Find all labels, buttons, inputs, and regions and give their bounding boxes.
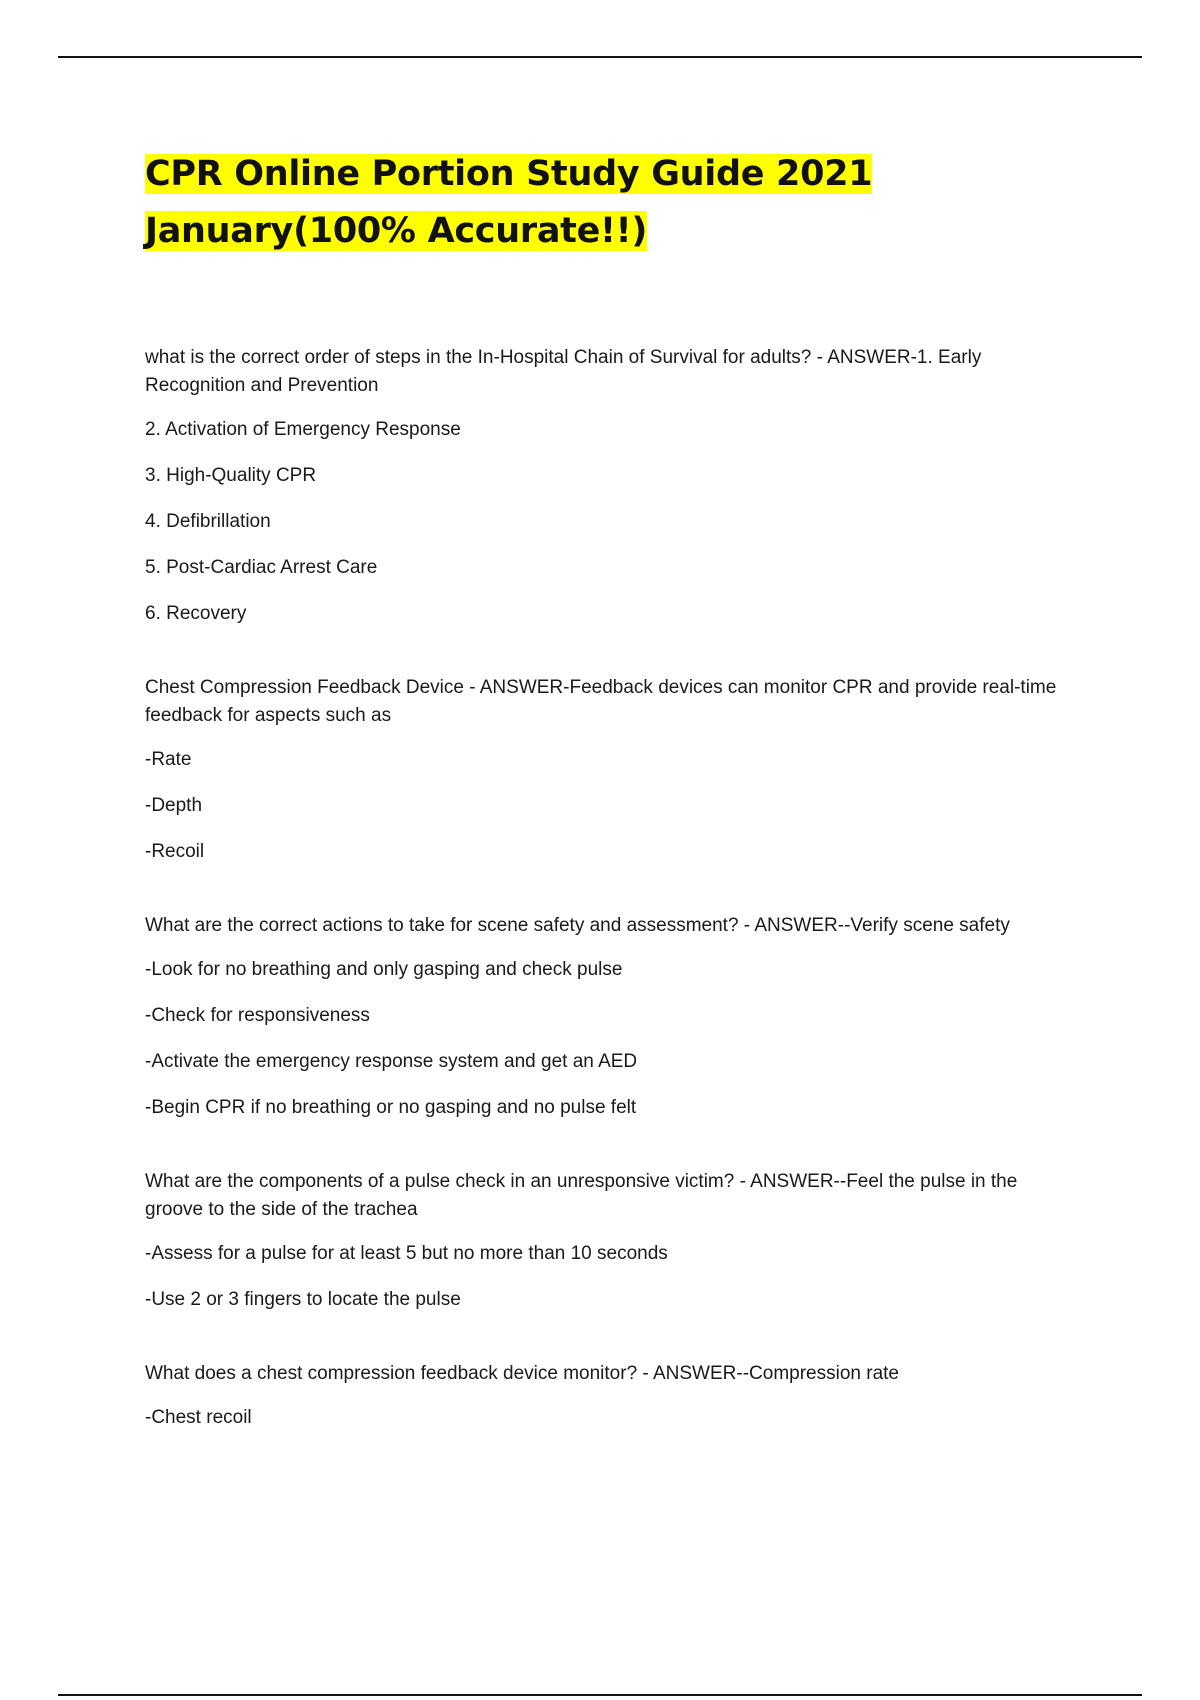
qa-answer-line: -Begin CPR if no breathing or no gasping and no pulse felt — [145, 1097, 637, 1118]
qa-answer-line: 5. Post-Cardiac Arrest Care — [145, 557, 378, 578]
document-title — [145, 146, 1065, 260]
qa-answer-line: 6. Recovery — [145, 603, 247, 624]
qa-answer-line: -Activate the emergency response system and get an AED — [145, 1051, 638, 1072]
top-rule — [58, 56, 1142, 58]
qa-question: Chest Compression Feedback Device - ANSWER-Feedback devices can monitor CPR and provide real-time feedback for aspects such as — [145, 677, 1057, 726]
qa-question: What does a chest compression feedback device monitor? - ANSWER--Compression rate — [145, 1363, 899, 1384]
qa-answer-line: -Recoil — [145, 841, 205, 862]
title-line-2: January(100% Accurate!!) — [145, 211, 648, 251]
document-body — [145, 146, 1065, 1478]
qa-item — [145, 674, 1065, 866]
qa-item — [145, 912, 1065, 1122]
qa-item — [145, 1168, 1065, 1314]
qa-answer-line: -Chest recoil — [145, 1407, 252, 1428]
title-line-1: CPR Online Portion Study Guide 2021 — [145, 154, 873, 194]
qa-answer-line: -Assess for a pulse for at least 5 but no more than 10 seconds — [145, 1243, 668, 1264]
qa-answer-line: -Look for no breathing and only gasping and check pulse — [145, 959, 623, 980]
qa-question: what is the correct order of steps in the In-Hospital Chain of Survival for adults? - ANSWER-1. Early Recognition and Prevention — [145, 347, 982, 396]
qa-item — [145, 344, 1065, 628]
qa-answer-line: -Rate — [145, 749, 192, 770]
qa-answer-line: -Use 2 or 3 fingers to locate the pulse — [145, 1289, 461, 1310]
qa-question: What are the correct actions to take for scene safety and assessment? - ANSWER--Verify scene safety — [145, 915, 1010, 936]
qa-answer-line: 3. High-Quality CPR — [145, 465, 317, 486]
qa-answer-line: 2. Activation of Emergency Response — [145, 419, 461, 440]
qa-question: What are the components of a pulse check in an unresponsive victim? - ANSWER--Feel the pulse in the groove to the side of the trachea — [145, 1171, 1018, 1220]
qa-item — [145, 1360, 1065, 1432]
qa-answer-line: -Depth — [145, 795, 203, 816]
qa-answer-line: -Check for responsiveness — [145, 1005, 370, 1026]
bottom-rule — [58, 1694, 1142, 1696]
qa-answer-line: 4. Defibrillation — [145, 511, 271, 532]
qa-list — [145, 344, 1065, 1432]
